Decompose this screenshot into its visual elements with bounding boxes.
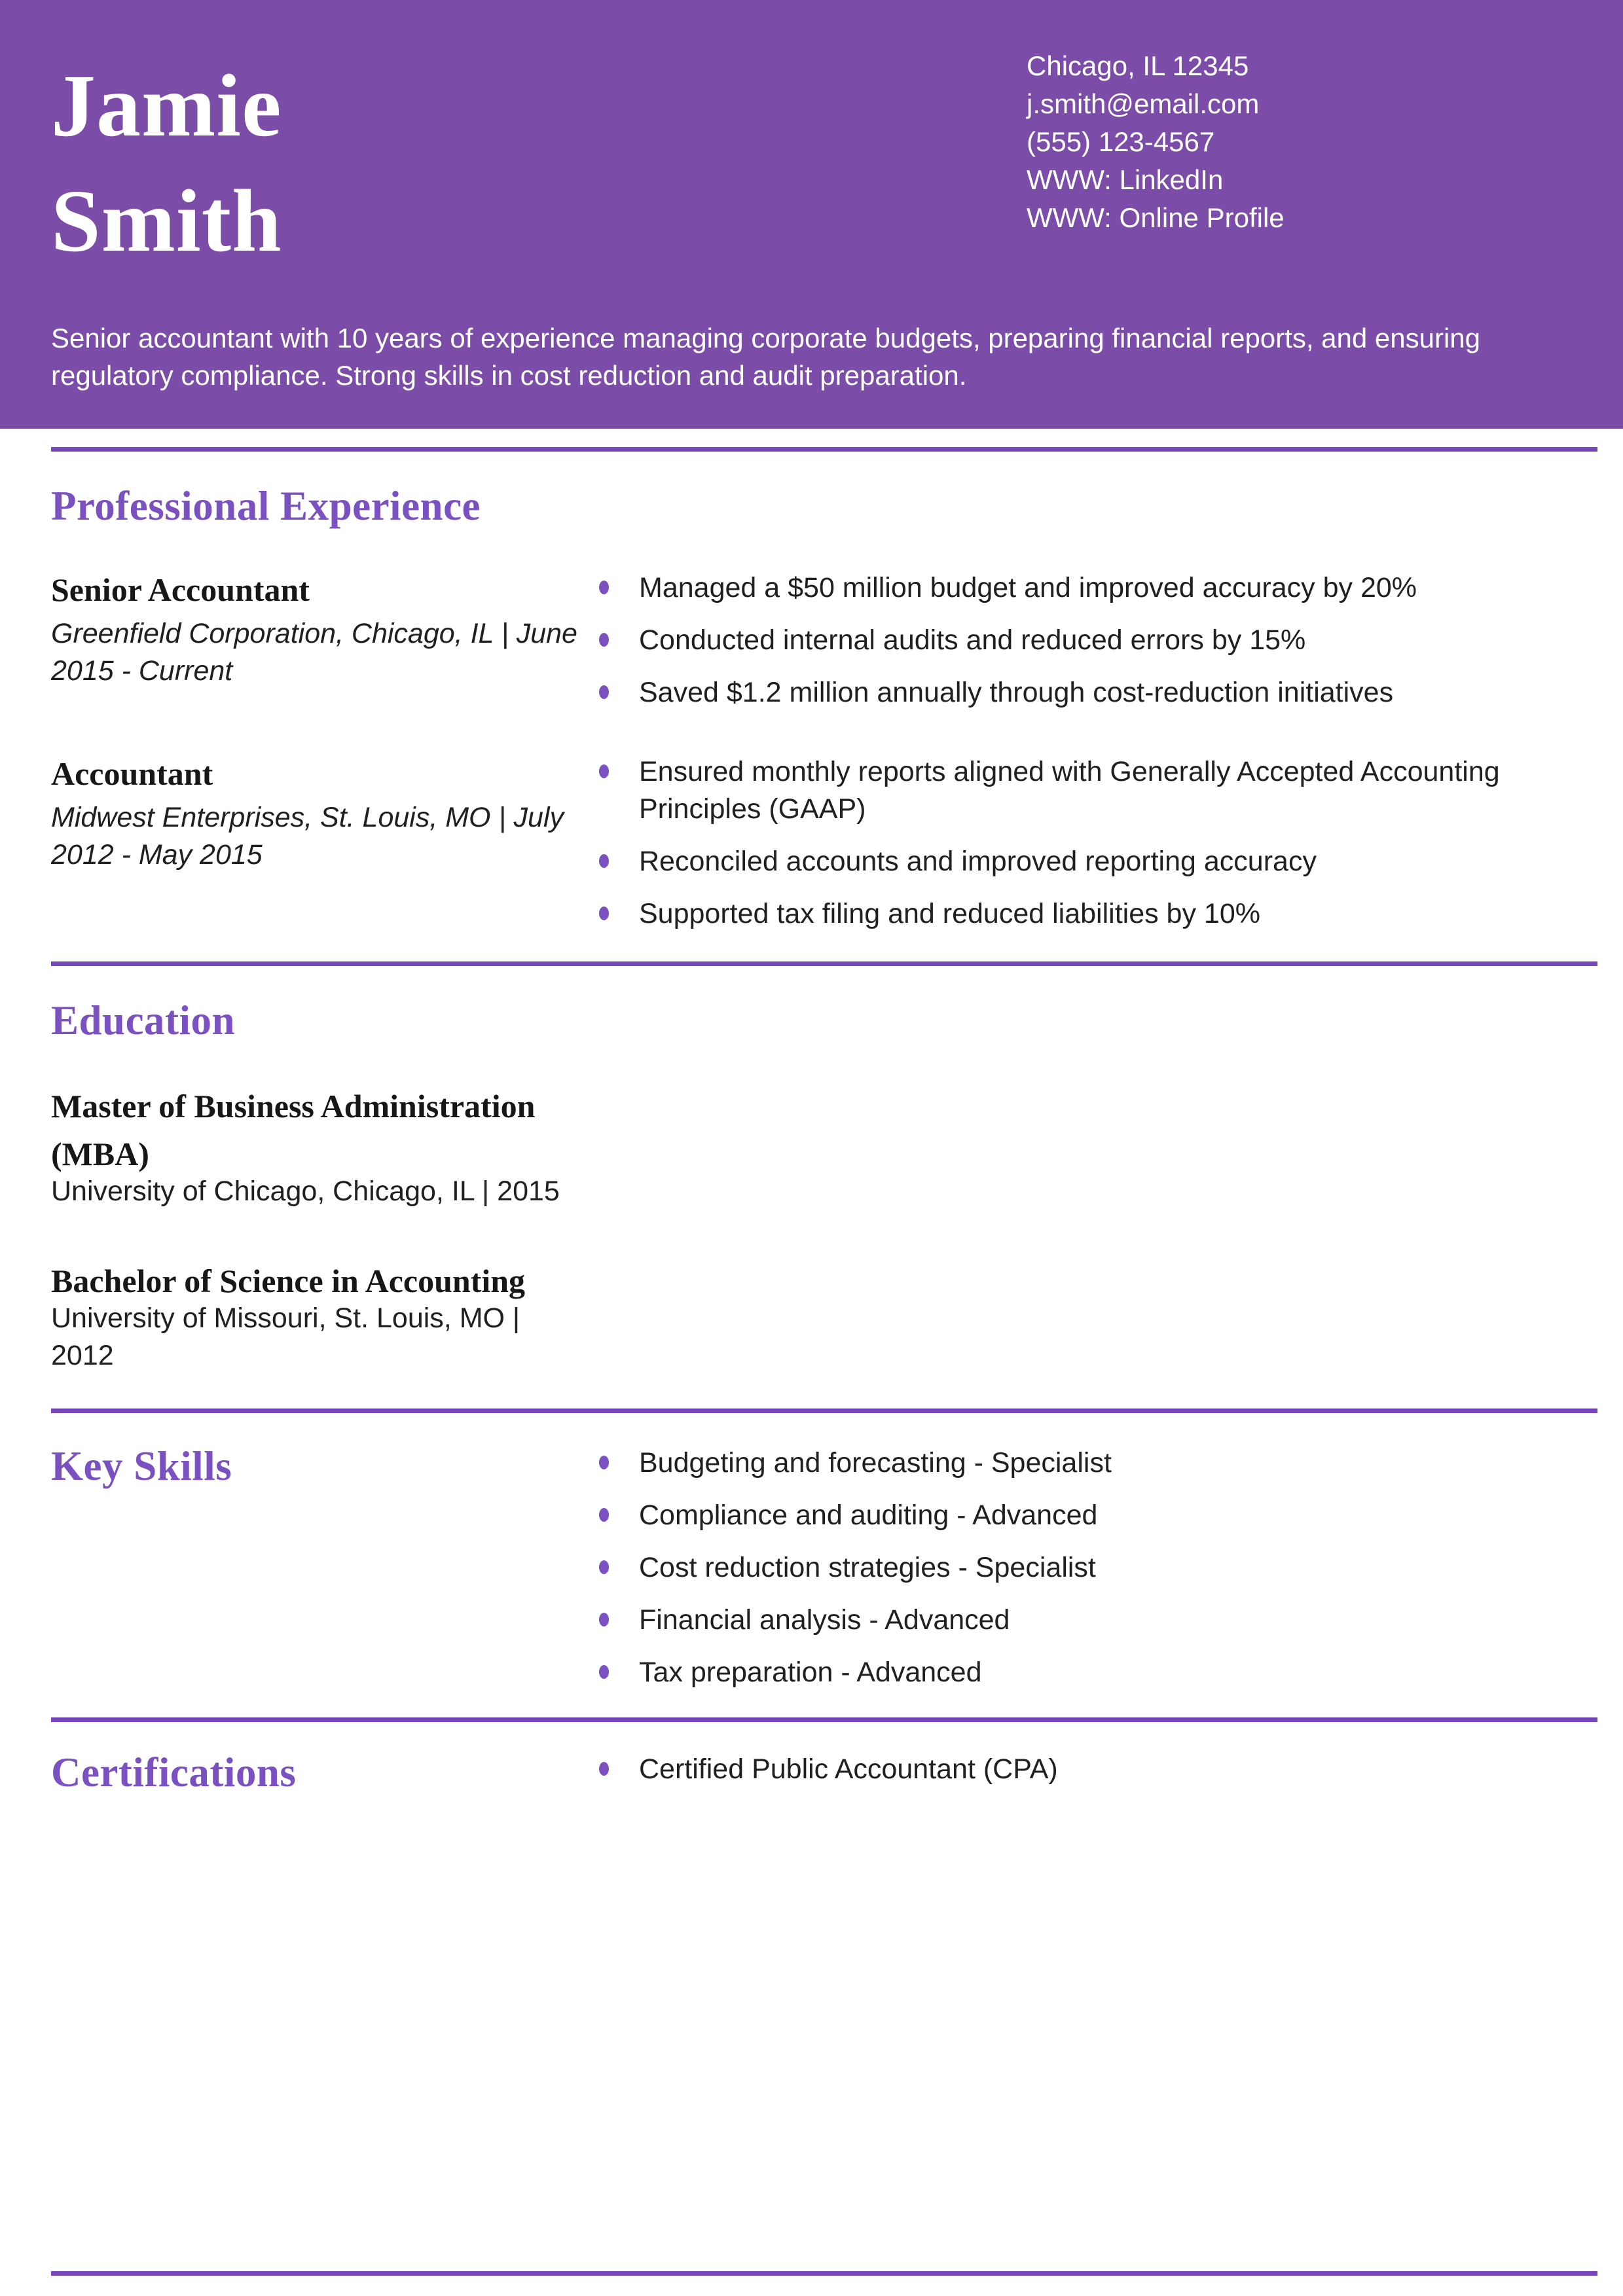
job-heading: [51, 569, 599, 690]
job-meta: Midwest Enterprises, St. Louis, MO | July 2012 - May 2015: [51, 802, 564, 870]
job-bullet-list: [599, 753, 1597, 933]
job-entry: [51, 753, 1597, 933]
section-title-certifications: Certifications: [51, 1749, 297, 1795]
bullet-icon: [599, 633, 609, 647]
bullet-icon: [599, 1762, 609, 1776]
contact-info: [1027, 47, 1285, 237]
bullet-icon: [599, 906, 609, 920]
contact-address: Chicago, IL 12345: [1027, 50, 1249, 81]
professional-summary: Senior accountant with 10 years of experience managing corporate budgets, preparing financial reports, and ensuring regulatory compliance. Strong skills in cost reduction and audit preparation.: [51, 323, 1481, 391]
contact-linkedin: WWW: LinkedIn: [1027, 164, 1224, 195]
bullet-icon: [599, 1508, 609, 1522]
job-bullet: Conducted internal audits and reduced errors by 15%: [599, 622, 1597, 659]
skill-item: Cost reduction strategies - Specialist: [599, 1549, 1597, 1587]
degree-title: Bachelor of Science in Accounting: [51, 1263, 526, 1299]
bullet-icon: [599, 854, 609, 868]
skill-item: Financial analysis - Advanced: [599, 1602, 1597, 1639]
section-title-education: Education: [51, 997, 236, 1043]
job-bullet: Reconciled accounts and improved reporting accuracy: [599, 843, 1597, 880]
degree-school: University of Missouri, St. Louis, MO | 2012: [51, 1302, 520, 1371]
certifications-section: [51, 1751, 1597, 1794]
job-bullet: Supported tax filing and reduced liabilities by 10%: [599, 895, 1597, 933]
education-entry: [51, 1083, 1597, 1210]
education-entry: [51, 1257, 1597, 1374]
section-divider: [51, 447, 1597, 452]
job-bullet: Saved $1.2 million annually through cost-reduction initiatives: [599, 674, 1597, 711]
contact-online-profile: WWW: Online Profile: [1027, 202, 1285, 233]
certifications-list: [599, 1751, 1597, 1788]
resume-body: [51, 429, 1597, 1794]
contact-phone: (555) 123-4567: [1027, 126, 1215, 157]
section-divider: [51, 1408, 1597, 1413]
candidate-first-name: Jamie: [51, 57, 282, 155]
section-title-skills: Key Skills: [51, 1443, 232, 1489]
job-bullet: Ensured monthly reports aligned with Generally Accepted Accounting Principles (GAAP): [599, 753, 1597, 828]
bullet-icon: [599, 1613, 609, 1626]
bullet-icon: [599, 1665, 609, 1679]
bullet-icon: [599, 1560, 609, 1574]
skill-item: Tax preparation - Advanced: [599, 1654, 1597, 1691]
job-heading: [51, 753, 599, 874]
bullet-icon: [599, 685, 609, 699]
job-meta: Greenfield Corporation, Chicago, IL | June 2015 - Current: [51, 618, 577, 687]
section-title-experience: Professional Experience: [51, 483, 481, 529]
bullet-icon: [599, 764, 609, 778]
certification-item: Certified Public Accountant (CPA): [599, 1751, 1597, 1788]
skills-section: [51, 1444, 1597, 1691]
section-divider: [51, 961, 1597, 966]
contact-email: j.smith@email.com: [1027, 88, 1260, 119]
resume-header: [0, 0, 1623, 429]
job-entry: [51, 569, 1597, 711]
bullet-icon: [599, 1456, 609, 1469]
skills-list: [599, 1444, 1597, 1691]
page-bottom-divider: [51, 2271, 1597, 2276]
skill-item: Compliance and auditing - Advanced: [599, 1497, 1597, 1534]
candidate-last-name: Smith: [51, 172, 282, 270]
degree-school: University of Chicago, Chicago, IL | 2015: [51, 1175, 560, 1207]
job-bullet: Managed a $50 million budget and improved accuracy by 20%: [599, 569, 1597, 607]
job-role: Accountant: [51, 755, 213, 792]
job-role: Senior Accountant: [51, 571, 310, 608]
candidate-name: [51, 48, 282, 279]
section-divider: [51, 1717, 1597, 1722]
degree-title: Master of Business Administration (MBA): [51, 1088, 536, 1172]
job-bullet-list: [599, 569, 1597, 711]
bullet-icon: [599, 581, 609, 594]
skill-item: Budgeting and forecasting - Specialist: [599, 1444, 1597, 1482]
